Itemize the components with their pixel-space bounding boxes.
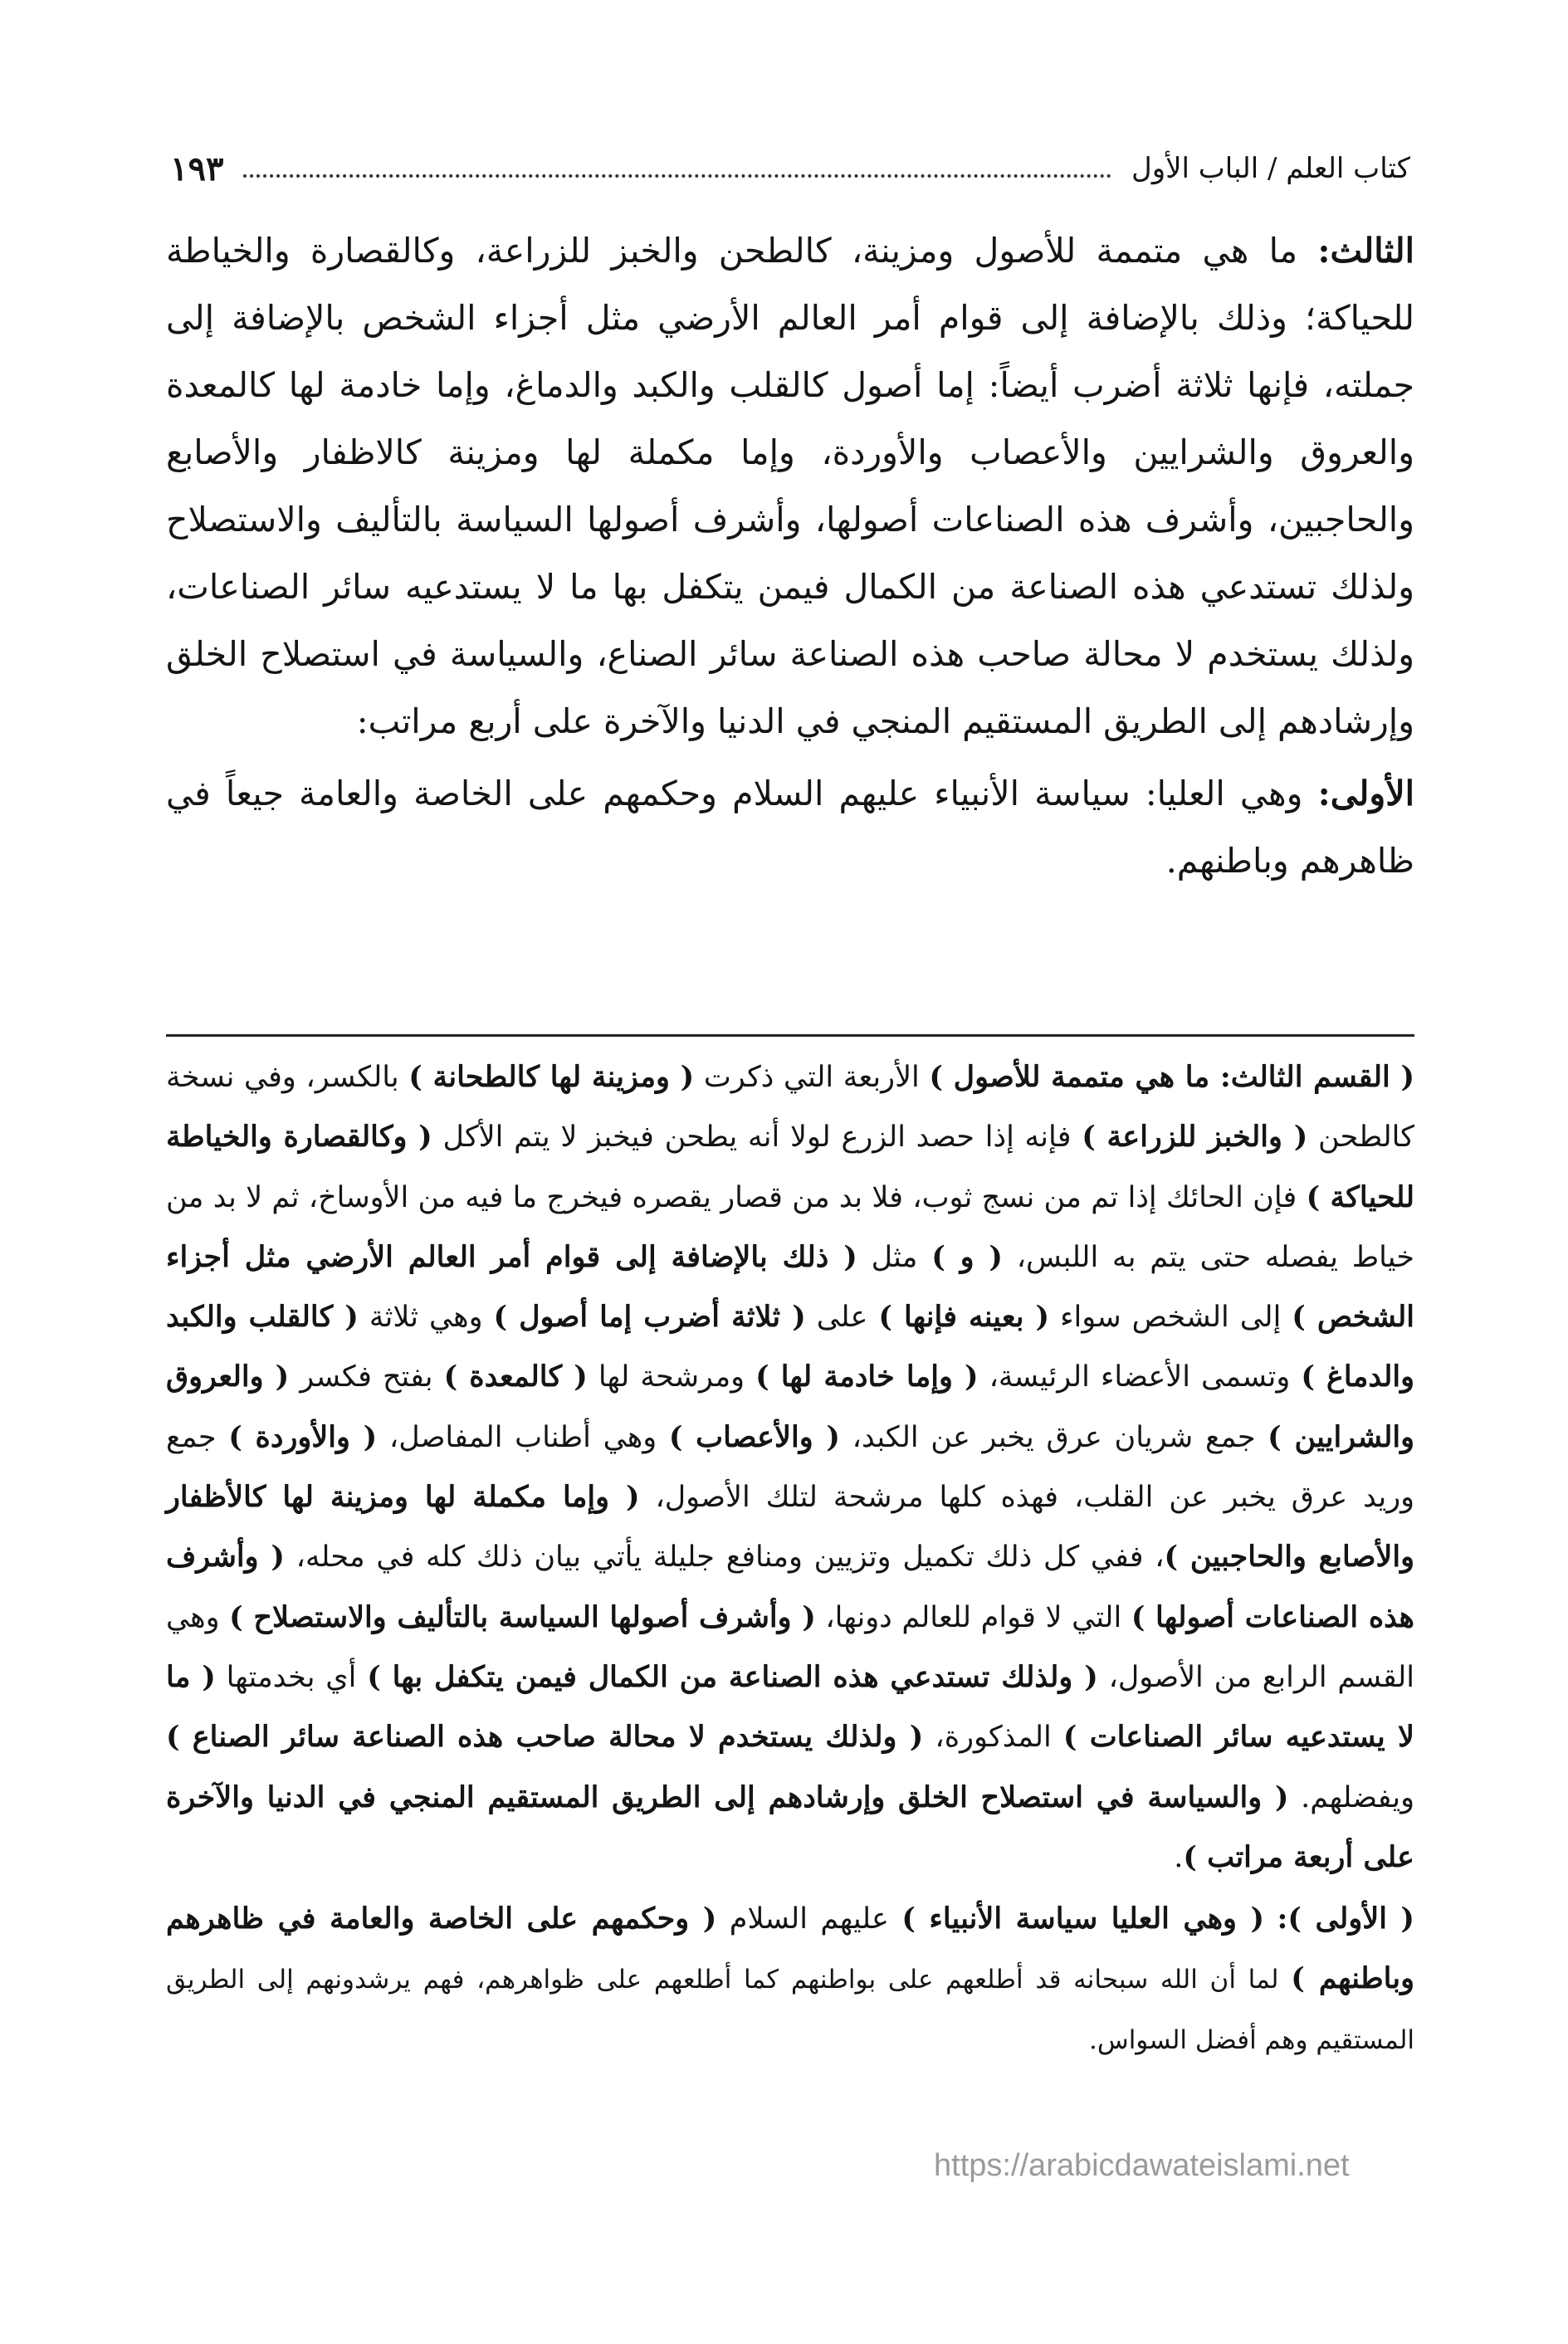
commentary-run: بالكسر، وفي نسخة كالطحن: [166, 1061, 1414, 1155]
section-lead: الثالث:: [1317, 231, 1414, 271]
footnote-divider: [166, 1034, 1414, 1037]
quoted-matn-phrase: ( ذلك بالإضافة إلى قوام أمر العالم الأرضي مثل أجزاء الشخص ): [166, 1239, 1414, 1335]
quoted-matn-phrase: ( ثلاثة أضرب إما أصول ): [493, 1300, 806, 1335]
page-number: ١٩٣: [170, 149, 224, 188]
commentary-run: عليهم السلام: [716, 1902, 902, 1936]
commentary-run: مثل: [857, 1240, 932, 1274]
commentary-text: [166, 1047, 1414, 2070]
commentary-run: وهي ثلاثة: [358, 1301, 494, 1335]
quoted-matn-phrase: ( والأعصاب ): [668, 1419, 840, 1454]
quoted-matn-phrase: ( كالمعدة ): [443, 1360, 588, 1394]
commentary-run: وتسمى الأعضاء الرئيسة،: [978, 1360, 1302, 1394]
main-text: [166, 217, 1414, 895]
commentary-run: ومرشحة لها: [587, 1360, 756, 1394]
commentary-run: أي بخدمتها: [215, 1660, 368, 1694]
quoted-matn-phrase: ( والأوردة ): [228, 1419, 378, 1454]
commentary-paragraph: [166, 1047, 1414, 1887]
quoted-matn-phrase: ( وهي العليا سياسة الأنبياء ): [901, 1902, 1265, 1936]
commentary-run: وهي القسم الرابع من الأصول،: [166, 1600, 1414, 1694]
paragraph-text: ما هي متممة للأصول ومزينة، كالطحن والخبز للزراعة، وكالقصارة والخياطة للحياكة؛ وذلك بالإضافة إلى قوام أمر العالم الأرضي مثل أجزاء الشخص بالإضافة إلى جملته، فإنها ثلاثة أضرب أيضاً: إما أصول كالقلب والكبد والدماغ، وإما خادمة لها كالمعدة والعروق والشرايين والأعصاب والأوردة، وإما مكملة لها ومزينة كالاظفار والأصابع والحاجبين، وأشرف هذه الصناعات أصولها، وأشرف أصولها السياسة بالتأليف والاستصلاح ولذلك تستدعي هذه الصناعة من الكمال فيمن يتكفل بها ما لا يستدعيه سائر الصناعات، ولذلك يستخدم لا محالة صاحب هذه الصناعة سائر الصناع، والسياسة في استصلاح الخلق وإرشادهم إلى الطريق المستقيم المنجي في الدنيا والآخرة على أربع مراتب:: [166, 231, 1414, 741]
quoted-matn-phrase: ( والعروق والشرايين ): [166, 1360, 1414, 1454]
commentary-run: .: [1174, 1840, 1184, 1874]
main-paragraph: [166, 760, 1414, 895]
commentary-run: التي لا قوام للعالم دونها،: [815, 1600, 1131, 1634]
commentary-run: الأربعة التي ذكرت: [694, 1061, 930, 1094]
quoted-matn-phrase: ( بعينه فإنها ): [878, 1300, 1050, 1335]
quoted-matn-phrase: ( وأشرف هذه الصناعات أصولها ): [166, 1540, 1414, 1634]
commentary-run: جمع شريان عرق يخبر عن الكبد،: [839, 1420, 1268, 1454]
quoted-matn-phrase: ( وإما مكملة لها ومزينة لها كالأظفار والأصابع والحاجبين ): [166, 1480, 1414, 1575]
commentary-run: بفتح فكسر: [289, 1360, 444, 1394]
commentary-run: فإنه إذا حصد الزرع لولا أنه يطحن فيخبز لا يتم الأكل: [432, 1121, 1082, 1155]
running-title: كتاب العلم / الباب الأول: [1131, 152, 1410, 185]
quoted-matn-phrase: ( والخبز للزراعة ): [1082, 1120, 1308, 1155]
section-lead: الأولى:: [1317, 774, 1414, 813]
quoted-matn-phrase: ( وكالقصارة والخياطة للحياكة ): [166, 1120, 1414, 1214]
commentary-run: على: [805, 1301, 879, 1335]
quoted-matn-phrase: ( ومزينة لها كالطحانة ): [408, 1060, 695, 1094]
running-header: [170, 139, 1410, 198]
watermark-url: https://arabicdawateislami.net: [934, 2148, 1350, 2183]
quoted-matn-phrase: ( وأشرف أصولها السياسة بالتأليف والاستصلاح ): [229, 1599, 816, 1634]
commentary-run: إلى الشخص سواء: [1049, 1301, 1292, 1335]
commentary-run: ، ففي كل ذلك تكميل وتزيين ومنافع جليلة يأتي بيان ذلك كله في محله،: [284, 1541, 1165, 1575]
quoted-matn-phrase: ( وإما خادمة لها ): [755, 1360, 979, 1394]
commentary-run: فإن الحائك إذا تم من نسج ثوب، فلا بد من قصار يقصره فيخرج ما فيه من الأوساخ، ثم لا بد من خياط يفصله حتى يتم به اللبس،: [166, 1180, 1414, 1274]
commentary-paragraph: [166, 1889, 1414, 2070]
quoted-matn-phrase: ( وحكمهم على الخاصة والعامة في ظاهرهم وباطنهم ): [166, 1902, 1414, 1996]
commentary-run: ويفضلهم.: [1288, 1780, 1414, 1814]
quoted-matn-phrase: ( ولذلك يستخدم لا محالة صاحب هذه الصناعة سائر الصناع ): [166, 1720, 924, 1755]
paragraph-text: وهي العليا: سياسة الأنبياء عليهم السلام وحكمهم على الخاصة والعامة جيعاً في ظاهرهم وباطنهم.: [166, 774, 1414, 881]
quoted-matn-phrase: ( والسياسة في استصلاح الخلق وإرشادهم إلى الطريق المستقيم المنجي في الدنيا والآخرة على أربعة مراتب ): [166, 1780, 1414, 1874]
commentary-run: وهي أطناب المفاصل،: [377, 1420, 669, 1454]
leader-dots: [243, 159, 1111, 178]
commentary-run: [1264, 1902, 1277, 1936]
quoted-matn-phrase: ( القسم الثالث: ما هي متممة للأصول ): [929, 1060, 1414, 1094]
quoted-matn-phrase: ( ما لا يستدعيه سائر الصناعات ): [166, 1659, 1414, 1755]
quoted-matn-phrase: ( ولذلك تستدعي هذه الصناعة من الكمال فيمن يتكفل بها ): [367, 1659, 1098, 1694]
main-paragraph: [166, 217, 1414, 755]
quoted-matn-phrase: ( كالقلب والكبد والدماغ ): [166, 1300, 1415, 1394]
quoted-matn-phrase: ( و ): [931, 1239, 1003, 1274]
commentary-run: المذكورة،: [923, 1721, 1063, 1755]
commentary-run: جمع وريد عرق يخبر عن القلب، فهذه كلها مرشحة لتلك الأصول،: [166, 1420, 1414, 1515]
commentary-note: لما أن الله سبحانه قد أطلعهم على بواطنهم كما أطلعهم على ظواهرهم، فهم يرشدونهم إلى الطريق المستقيم وهم أفضل السواس.: [166, 1965, 1414, 2055]
quoted-matn-phrase: ( الأولى ):: [1277, 1902, 1414, 1936]
